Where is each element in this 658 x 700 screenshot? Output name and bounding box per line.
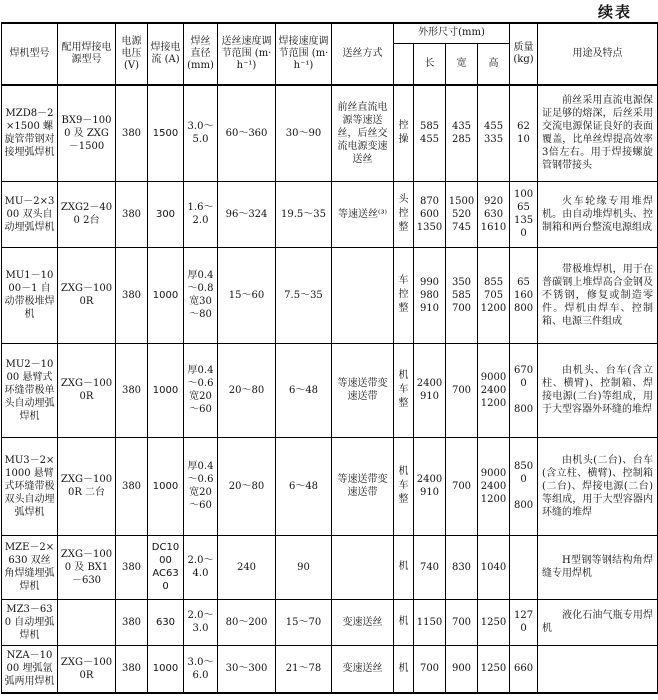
use-cell: [538, 247, 658, 343]
power-cell-text: ZXG－1000R: [60, 378, 113, 402]
mass-cell: [510, 343, 538, 437]
power-cell: [58, 437, 116, 535]
weld-speed-cell: [276, 85, 332, 181]
component-cell: [394, 247, 414, 343]
wire-speed-cell-text: 240: [236, 561, 257, 573]
header-dimensions: 外形尺寸(mm): [394, 23, 510, 43]
length-cell-text: 740: [419, 561, 440, 573]
feed-mode-cell: [332, 343, 394, 437]
wire-diameter-cell-text: 2.0～4.0: [187, 555, 214, 579]
component-cell-text: 机: [398, 616, 409, 627]
feed-mode-cell-text: 变速送丝: [342, 616, 383, 628]
mass-cell: [510, 181, 538, 247]
wire-speed-cell-text: 20～80: [228, 480, 265, 492]
weld-speed-cell-text: 7.5～35: [284, 289, 323, 301]
use-cell: [538, 599, 658, 645]
width-cell-text: 830: [451, 561, 472, 573]
wire-diameter-cell-text: 厚0.4～0.8 宽30～80: [187, 270, 214, 320]
height-cell-text: 1250: [480, 616, 507, 628]
width-cell-text: 900: [451, 663, 472, 675]
wire-diameter-cell-text: 3.0～6.0: [187, 656, 214, 681]
power-cell-text: ZXG2－400 2台: [60, 202, 113, 226]
length-cell: [414, 437, 446, 535]
model-cell-text: MZ3－630 自动埋弧焊机: [4, 603, 55, 641]
use-cell-text: 由机头、台车(含立柱、横臂)、控制箱、焊接电源(二台)等组成，用于大型容器外环缝的堆焊: [542, 365, 654, 415]
current-cell-text: 300: [155, 208, 176, 220]
table-row: [2, 645, 658, 693]
width-cell-text: 1500 520 745: [448, 195, 475, 233]
current-cell-text: 1000: [152, 384, 179, 396]
use-cell-text: 液化石油气瓶专用焊机: [542, 610, 654, 634]
model-cell-text: MU－2×300 双头自动埋弧焊机: [4, 195, 55, 233]
wire-diameter-cell: [184, 645, 218, 693]
mass-cell-text: 660: [513, 663, 534, 675]
table-row: [2, 437, 658, 535]
current-cell-text: DC1000 AC630: [151, 542, 180, 592]
length-cell-text: 700: [419, 663, 440, 675]
wire-speed-cell: [218, 247, 276, 343]
model-cell: [2, 85, 58, 181]
feed-mode-cell: [332, 645, 394, 693]
length-cell-text: 585 455: [419, 121, 440, 146]
height-cell-text: 1040: [480, 561, 507, 573]
header-voltage: 电源电压 (V): [116, 23, 148, 85]
header-current: 焊接电流 (A): [148, 23, 184, 85]
mass-cell: [510, 247, 538, 343]
power-cell: [58, 181, 116, 247]
height-cell: [478, 181, 510, 247]
table-row: [2, 343, 658, 437]
weld-speed-cell-text: 6～48: [288, 480, 319, 492]
wire-diameter-cell-text: 1.6～2.0: [187, 202, 214, 226]
use-cell: [538, 437, 658, 535]
use-cell-text: 火车轮缘专用堆焊机。由自动堆焊机头、控制箱和两台整流电源组成: [542, 195, 654, 233]
height-cell: [478, 437, 510, 535]
height-cell-text: 1250: [480, 663, 507, 675]
wire-diameter-cell-text: 2.0～3.0: [187, 610, 214, 634]
model-cell-text: NZA－1000 埋弧氩弧两用焊机: [4, 650, 55, 688]
weld-speed-cell: [276, 181, 332, 247]
length-cell-text: 1150: [416, 616, 443, 628]
mass-cell-text: 8500 800: [513, 461, 534, 511]
width-cell: [446, 437, 478, 535]
weld-speed-cell-text: 21～78: [285, 663, 322, 675]
weld-speed-cell: [276, 247, 332, 343]
feed-mode-cell-text: 等速送带变速送带: [337, 474, 388, 498]
use-cell: [538, 535, 658, 599]
voltage-cell: [116, 599, 148, 645]
feed-mode-cell-text: 等速送带变速送带: [337, 378, 388, 402]
length-cell-text: 990 980 910: [419, 276, 440, 314]
current-cell: [148, 599, 184, 645]
component-cell: [394, 437, 414, 535]
feed-mode-cell-text: 变速送丝: [342, 663, 383, 675]
model-cell: [2, 645, 58, 693]
voltage-cell: [116, 247, 148, 343]
voltage-cell: [116, 535, 148, 599]
height-cell: [478, 343, 510, 437]
component-cell: [394, 85, 414, 181]
feed-mode-cell: [332, 535, 394, 599]
length-cell-text: 870 600 1350: [416, 195, 443, 233]
voltage-cell: [116, 437, 148, 535]
component-cell-text: 机: [398, 662, 409, 674]
length-cell-text: 2400 910: [416, 378, 443, 402]
wire-speed-cell-text: 20～80: [228, 384, 265, 396]
voltage-cell-text: 380: [121, 480, 142, 492]
header-wire-speed: 送丝速度调节范围 (m·h⁻¹): [218, 23, 276, 85]
voltage-cell: [116, 181, 148, 247]
wire-speed-cell: [218, 645, 276, 693]
length-cell: [414, 343, 446, 437]
model-cell: [2, 535, 58, 599]
width-cell: [446, 85, 478, 181]
current-cell: [148, 437, 184, 535]
mass-cell-text: 62 10: [517, 121, 530, 146]
model-cell: [2, 247, 58, 343]
width-cell-text: 700: [451, 384, 472, 396]
table-row: [2, 599, 658, 645]
height-cell-text: 855 705 1200: [480, 276, 507, 314]
weld-speed-cell-text: 6～48: [288, 384, 319, 396]
power-cell-text: ZXG－1000R: [60, 283, 113, 307]
header-mass: 质量 (kg): [510, 23, 538, 85]
wire-diameter-cell: [184, 599, 218, 645]
current-cell: [148, 85, 184, 181]
wire-diameter-cell: [184, 85, 218, 181]
voltage-cell-text: 380: [121, 208, 142, 220]
power-cell-text: ZXG－1000 及 BX1－630: [60, 548, 113, 586]
welder-spec-table: [1, 22, 658, 694]
height-cell-text: 920 630 1610: [480, 195, 507, 233]
current-cell: [148, 535, 184, 599]
table-row: [2, 247, 658, 343]
wire-diameter-cell: [184, 343, 218, 437]
model-cell: [2, 343, 58, 437]
wire-speed-cell: [218, 535, 276, 599]
current-cell-text: 1000: [152, 480, 179, 492]
mass-cell: [510, 645, 538, 693]
component-cell: [394, 645, 414, 693]
length-cell: [414, 85, 446, 181]
model-cell: [2, 181, 58, 247]
power-cell-text: ZXG－1000R 二台: [60, 474, 113, 498]
header-width: 宽: [446, 43, 478, 85]
weld-speed-cell: [276, 599, 332, 645]
use-cell: [538, 343, 658, 437]
power-cell: [58, 599, 116, 645]
width-cell: [446, 535, 478, 599]
current-cell-text: 1000: [152, 663, 179, 675]
component-cell: [394, 535, 414, 599]
wire-speed-cell: [218, 437, 276, 535]
use-cell-text: 前丝采用直流电源保证足够的熔深，后丝采用交流电源保证良好的表面覆盖，比单丝焊提高效率3倍左右。用于焊接螺旋管钢带接头: [542, 95, 654, 172]
use-cell: [538, 85, 658, 181]
header-feed-mode: 送丝方式: [332, 23, 394, 85]
wire-diameter-cell-text: 厚0.4～0.6 宽20～60: [187, 461, 214, 511]
wire-speed-cell-text: 96～324: [225, 208, 268, 220]
voltage-cell-text: 380: [121, 289, 142, 301]
wire-diameter-cell: [184, 535, 218, 599]
header-height: 高: [478, 43, 510, 85]
use-cell: [538, 645, 658, 693]
wire-speed-cell: [218, 599, 276, 645]
length-cell: [414, 535, 446, 599]
mass-cell-text: 65 160 800: [513, 276, 534, 314]
length-cell: [414, 599, 446, 645]
power-cell: [58, 535, 116, 599]
power-cell: [58, 247, 116, 343]
weld-speed-cell: [276, 437, 332, 535]
length-cell: [414, 247, 446, 343]
feed-mode-cell: [332, 599, 394, 645]
voltage-cell-text: 380: [121, 616, 142, 628]
length-cell: [414, 645, 446, 693]
weld-speed-cell-text: 19.5～35: [281, 208, 326, 220]
length-cell: [414, 181, 446, 247]
height-cell-text: 455 335: [483, 121, 504, 146]
mass-cell: [510, 437, 538, 535]
model-cell-text: MU1－1000－1 自动带极堆焊机: [4, 270, 55, 320]
current-cell: [148, 181, 184, 247]
current-cell: [148, 343, 184, 437]
table-row: [2, 85, 658, 181]
weld-speed-cell: [276, 343, 332, 437]
wire-speed-cell-text: 60～360: [225, 127, 268, 139]
feed-mode-cell: [332, 437, 394, 535]
wire-diameter-cell: [184, 181, 218, 247]
current-cell: [148, 247, 184, 343]
weld-speed-cell: [276, 645, 332, 693]
component-cell-text: 机车整: [398, 370, 409, 409]
width-cell-text: 435 285: [451, 121, 472, 146]
header-use: 用途及特点: [538, 23, 658, 85]
height-cell: [478, 85, 510, 181]
mass-cell: [510, 599, 538, 645]
table-row: [2, 181, 658, 247]
height-cell-text: 9000 2400 1200: [480, 371, 507, 409]
voltage-cell: [116, 343, 148, 437]
component-cell-text: 控操: [398, 120, 409, 146]
height-cell: [478, 247, 510, 343]
width-cell: [446, 645, 478, 693]
width-cell: [446, 247, 478, 343]
width-cell: [446, 343, 478, 437]
wire-diameter-cell-text: 厚0.4～0.6 宽20～60: [187, 365, 214, 415]
model-cell-text: MZE－2×630 双丝角焊缝埋弧焊机: [4, 542, 55, 592]
component-cell-text: 机: [398, 561, 409, 572]
power-cell: [58, 645, 116, 693]
power-cell: [58, 343, 116, 437]
mass-cell-text: 6700 800: [513, 365, 534, 415]
model-cell: [2, 437, 58, 535]
height-cell: [478, 645, 510, 693]
header-component: [394, 43, 414, 85]
feed-mode-cell: [332, 181, 394, 247]
width-cell-text: 700: [451, 480, 472, 492]
power-cell-text: BX9－1000 及 ZXG－1500: [61, 114, 112, 152]
wire-diameter-cell: [184, 247, 218, 343]
component-cell: [394, 343, 414, 437]
table-row: [2, 535, 658, 599]
wire-diameter-cell-text: 3.0～5.0: [187, 121, 214, 146]
voltage-cell: [116, 645, 148, 693]
voltage-cell-text: 380: [121, 384, 142, 396]
mass-cell: [510, 535, 538, 599]
component-cell: [394, 181, 414, 247]
current-cell-text: 1000: [152, 289, 179, 301]
power-cell-text: ZXG－1000R: [60, 656, 113, 681]
header-length: 长: [414, 43, 446, 85]
width-cell: [446, 181, 478, 247]
wire-speed-cell-text: 30～300: [225, 663, 268, 675]
model-cell: [2, 599, 58, 645]
weld-speed-cell-text: 15～70: [285, 616, 322, 628]
voltage-cell-text: 380: [121, 561, 142, 573]
component-cell-text: 头控整: [398, 194, 409, 233]
width-cell: [446, 599, 478, 645]
header-weld-speed: 焊接速度调节范围 (m·h⁻¹): [276, 23, 332, 85]
component-cell-text: 机车整: [398, 466, 409, 505]
use-cell-text: H型钢等钢结构角焊缝专用焊机: [542, 555, 654, 579]
model-cell-text: MU2－1000 悬臂式环缝带极单头自动埋弧焊机: [4, 358, 55, 422]
current-cell: [148, 645, 184, 693]
feed-mode-cell: [332, 247, 394, 343]
feed-mode-cell-text: 等速送丝⁽³⁾: [338, 208, 387, 220]
wire-speed-cell: [218, 343, 276, 437]
voltage-cell: [116, 85, 148, 181]
feed-mode-cell-text: 前丝直流电源等速送丝，后丝交流电源变速送丝: [337, 101, 388, 165]
table-caption: 续表: [597, 3, 632, 21]
height-cell: [478, 599, 510, 645]
wire-diameter-cell: [184, 437, 218, 535]
component-cell: [394, 599, 414, 645]
voltage-cell-text: 380: [121, 127, 142, 139]
header-model: 焊机型号: [2, 23, 58, 85]
height-cell: [478, 535, 510, 599]
mass-cell: [510, 85, 538, 181]
current-cell-text: 630: [155, 616, 176, 628]
current-cell-text: 1500: [152, 127, 179, 139]
use-cell-text: 带极堆焊机，用于在普碳钢上堆焊高合金钢及不锈钢，修复或制造零件。焊机由焊车、控制箱、电源三件组成: [542, 263, 654, 327]
mass-cell-text: 1270: [513, 610, 534, 634]
wire-speed-cell: [218, 85, 276, 181]
use-cell-text: 由机头(二台)、台车(含立柱、横臂)、控制箱(二台)、焊接电源(二台)等组成，用于大型容器内环缝的堆焊: [542, 454, 654, 518]
voltage-cell-text: 380: [121, 663, 142, 675]
height-cell-text: 9000 2400 1200: [480, 467, 507, 505]
model-cell-text: MU3－2×1000 悬臂式环缝带极双头自动埋弧焊机: [4, 454, 55, 518]
use-cell: [538, 181, 658, 247]
width-cell-text: 700: [451, 616, 472, 628]
model-cell-text: MZD8－2×1500 螺旋管带钢对接埋弧焊机: [4, 108, 55, 159]
wire-speed-cell: [218, 181, 276, 247]
mass-cell-text: 100 65 1350: [513, 189, 534, 239]
weld-speed-cell: [276, 535, 332, 599]
power-cell: [58, 85, 116, 181]
length-cell-text: 2400 910: [416, 474, 443, 498]
wire-speed-cell-text: 80～200: [225, 616, 268, 628]
feed-mode-cell: [332, 85, 394, 181]
wire-speed-cell-text: 15～60: [228, 289, 265, 301]
weld-speed-cell-text: 90: [297, 561, 310, 573]
component-cell-text: 车控整: [398, 275, 409, 314]
width-cell-text: 350 585 700: [451, 276, 472, 314]
header-power-model: 配用焊接电源型号: [58, 23, 116, 85]
weld-speed-cell-text: 30～90: [285, 127, 322, 139]
header-wire-diameter: 焊丝直径 (mm): [184, 23, 218, 85]
